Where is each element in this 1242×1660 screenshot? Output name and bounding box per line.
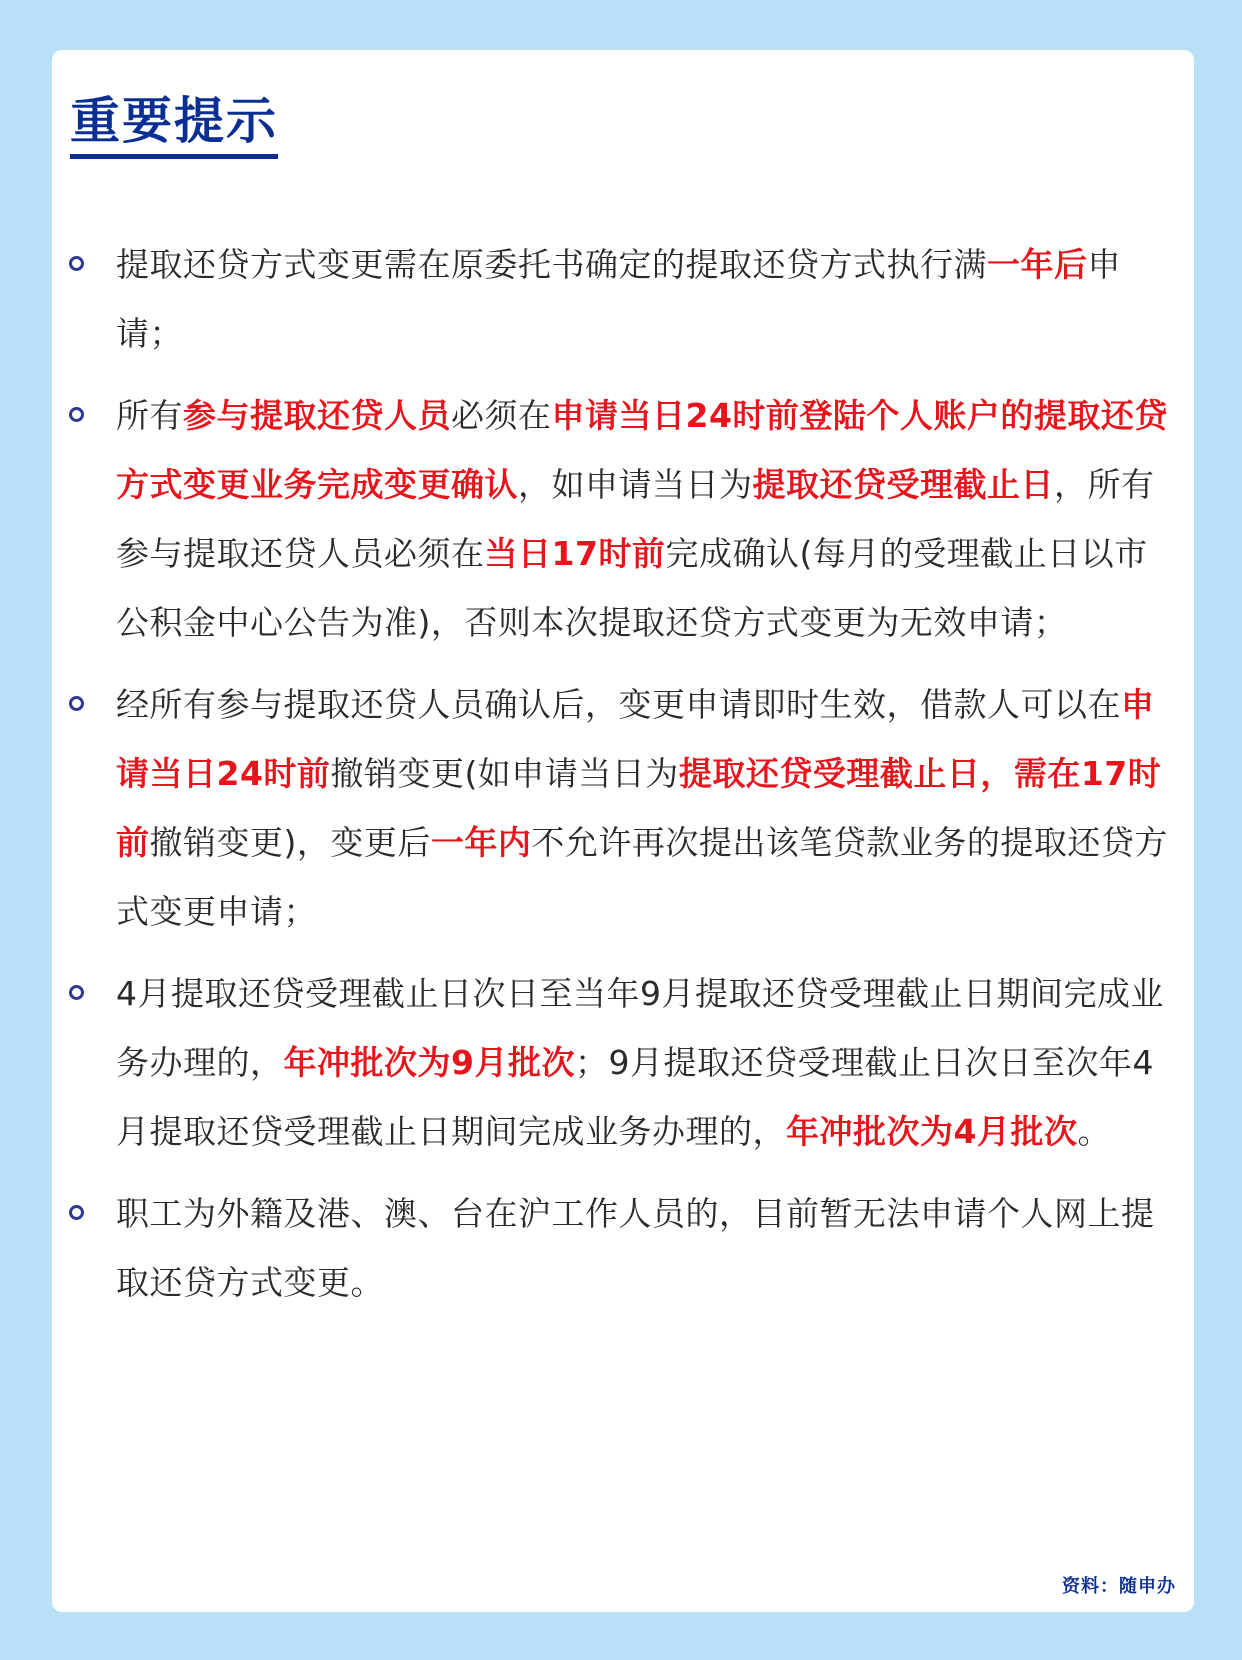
highlighted-text: 一年内 bbox=[430, 823, 532, 862]
bullet-circle-icon bbox=[69, 256, 84, 271]
highlighted-text: 申请当日24时前登陆个人账户的提取还贷方式变更业务完成变更确认 bbox=[116, 396, 1168, 504]
bullet-circle-icon bbox=[69, 985, 84, 1000]
tips-list bbox=[52, 230, 1194, 1330]
source-credit: 资料：随申办 bbox=[1062, 1576, 1176, 1597]
tip-text: 经所有参与提取还贷人员确认后，变更申请即时生效，借款人可以在 bbox=[116, 685, 1121, 724]
highlighted-text: 提取还贷受理截止日，需在17时前 bbox=[116, 754, 1162, 862]
tip-text: 4月提取还贷受理截止日次日至当年9月提取还贷受理截止日期间完成业务办理的， bbox=[116, 974, 1164, 1082]
tip-item bbox=[52, 959, 1194, 1166]
tip-text: ，所有参与提取还贷人员必须在 bbox=[116, 465, 1155, 573]
tip-text: 撤销变更)，变更后 bbox=[149, 823, 431, 862]
tip-item bbox=[52, 1179, 1194, 1317]
tip-text: 。 bbox=[1077, 1112, 1111, 1151]
bullet-circle-icon bbox=[69, 696, 84, 711]
tip-text: 必须在 bbox=[451, 396, 552, 435]
bullet-circle-icon bbox=[69, 407, 84, 422]
tip-text: 撤销变更(如申请当日为 bbox=[330, 754, 679, 793]
notice-card bbox=[52, 50, 1194, 1612]
tip-text: 提取还贷方式变更需在原委托书确定的提取还贷方式执行满 bbox=[116, 245, 987, 284]
tip-text: 职工为外籍及港、澳、台在沪工作人员的，目前暂无法申请个人网上提取还贷方式变更。 bbox=[116, 1194, 1155, 1302]
notice-title: 重要提示 bbox=[70, 88, 278, 159]
highlighted-text: 提取还贷受理截止日 bbox=[752, 465, 1054, 504]
tip-item bbox=[52, 230, 1194, 368]
bullet-circle-icon bbox=[69, 1205, 84, 1220]
highlighted-text: 年冲批次为4月批次 bbox=[786, 1112, 1078, 1151]
tip-text: 完成确认(每月的受理截止日以市公积金中心公告为准)，否则本次提取还贷方式变更为无效申请； bbox=[116, 534, 1148, 642]
tip-item bbox=[52, 670, 1194, 946]
highlighted-text: 参与提取还贷人员 bbox=[183, 396, 451, 435]
tip-text: ，如申请当日为 bbox=[518, 465, 753, 504]
highlighted-text: 一年后 bbox=[987, 245, 1088, 284]
tip-text: 所有 bbox=[116, 396, 183, 435]
highlighted-text: 当日17时前 bbox=[484, 534, 666, 573]
tip-text: 不允许再次提出该笔贷款业务的提取还贷方式变更申请； bbox=[116, 823, 1168, 931]
highlighted-text: 年冲批次为9月批次 bbox=[283, 1043, 575, 1082]
tip-text: ；9月提取还贷受理截止日次日至次年4月提取还贷受理截止日期间完成业务办理的， bbox=[116, 1043, 1154, 1151]
tip-text: 申请； bbox=[116, 245, 1121, 353]
tip-item bbox=[52, 381, 1194, 657]
highlighted-text: 申请当日24时前 bbox=[116, 685, 1155, 793]
